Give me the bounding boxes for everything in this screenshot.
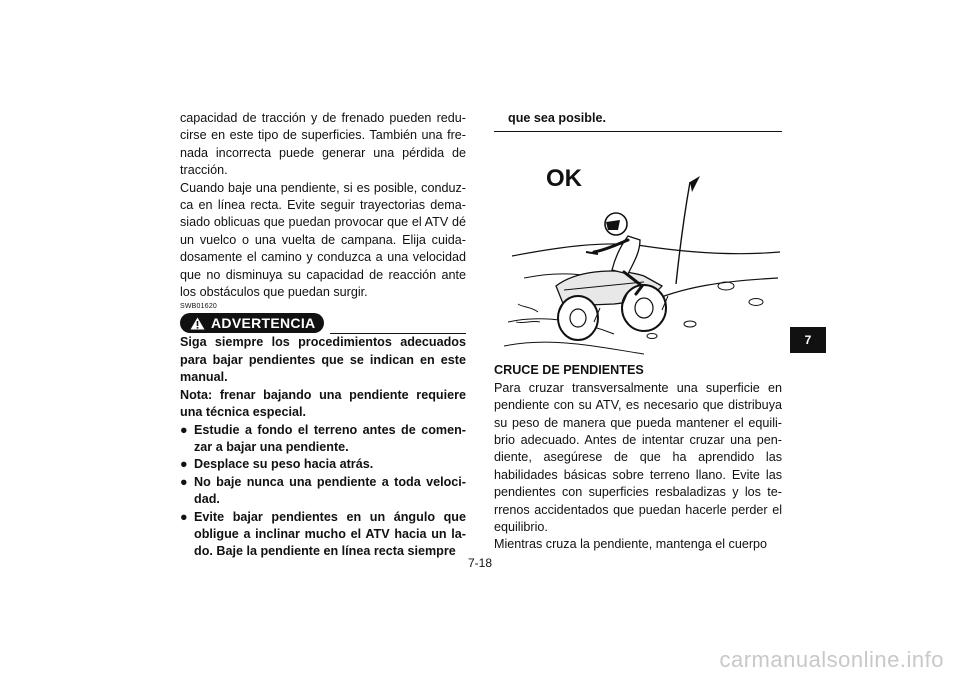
bullet-icon: ● [180, 509, 188, 524]
warning-label: ADVERTENCIA [211, 314, 316, 331]
bullet-icon: ● [180, 422, 188, 437]
warning-text-2: Nota: frenar bajando una pendiente requiere una técnica especial. [180, 387, 466, 420]
watermark: carmanualsonline.info [719, 647, 944, 672]
list-item: ● No baje nunca una pendiente a toda veloci-dad. [180, 474, 466, 507]
ok-label: OK [546, 165, 582, 193]
bullet-icon: ● [180, 457, 188, 472]
warning-end-rule [494, 131, 782, 132]
warning-triangle-icon [190, 317, 205, 330]
left-column [180, 110, 466, 561]
section-heading: CRUCE DE PENDIENTES [494, 363, 644, 378]
list-item: ● Estudie a fondo el terreno antes de comen-zar a bajar una pendiente. [180, 422, 466, 454]
warning-continuation: que sea posible. [508, 111, 606, 125]
warning-text-1: Siga siempre los procedimientos adecuados para bajar pendientes que se indican en este manual. [180, 335, 466, 385]
warning-code: SWB01620 [180, 303, 218, 311]
right-paragraph-2: Mientras cruza la pendiente, mantenga el cuerpo [494, 537, 768, 552]
left-paragraph-2: Cuando baje una pendiente, si es posible, conduz-ca en línea recta. Evite seguir trayectorias dema-siado oblicuas que puedan provocar que el ATV dé un vuelco o una vuelta de campana. Elija cuida-dosamente el camino y conduzca a una velocidad que no disminuya su capacidad de reacción ante los obstáculos que puedan surgir. [180, 180, 466, 300]
warning-header [180, 312, 466, 334]
list-item: ● Evite bajar pendientes en un ángulo que obligue a inclinar mucho el ATV hacia un la-do. Baje la pendiente en línea recta siempre [180, 509, 466, 559]
atv-downhill-illustration [494, 136, 782, 358]
bullet-icon: ● [180, 474, 188, 489]
right-column [494, 110, 782, 554]
warning-badge [180, 313, 324, 333]
left-paragraph-1: capacidad de tracción y de frenado pueden redu-cirse en este tipo de superficies. También una fre-nada incorrecta puede generar una pérdida de tracción. [180, 111, 466, 178]
warning-bullet-list [180, 422, 466, 561]
page-number: 7-18 [467, 556, 493, 570]
right-paragraph-1: Para cruzar transversalmente una superficie en pendiente con su ATV, es necesario que distribuya su peso de manera que pueda mantener el equili-brio adecuado. Antes de intentar cruzar una pen-diente, asegúrese de que ha aprendido las habilidades básicas sobre terreno llano. Evite las pendientes con superficies resbaladizas y los te-rrenos accidentados que puedan hacerle perder el equilibrio. [494, 380, 782, 535]
chapter-tab: 7 [790, 327, 826, 353]
list-item: ● Desplace su peso hacia atrás. [180, 456, 466, 473]
